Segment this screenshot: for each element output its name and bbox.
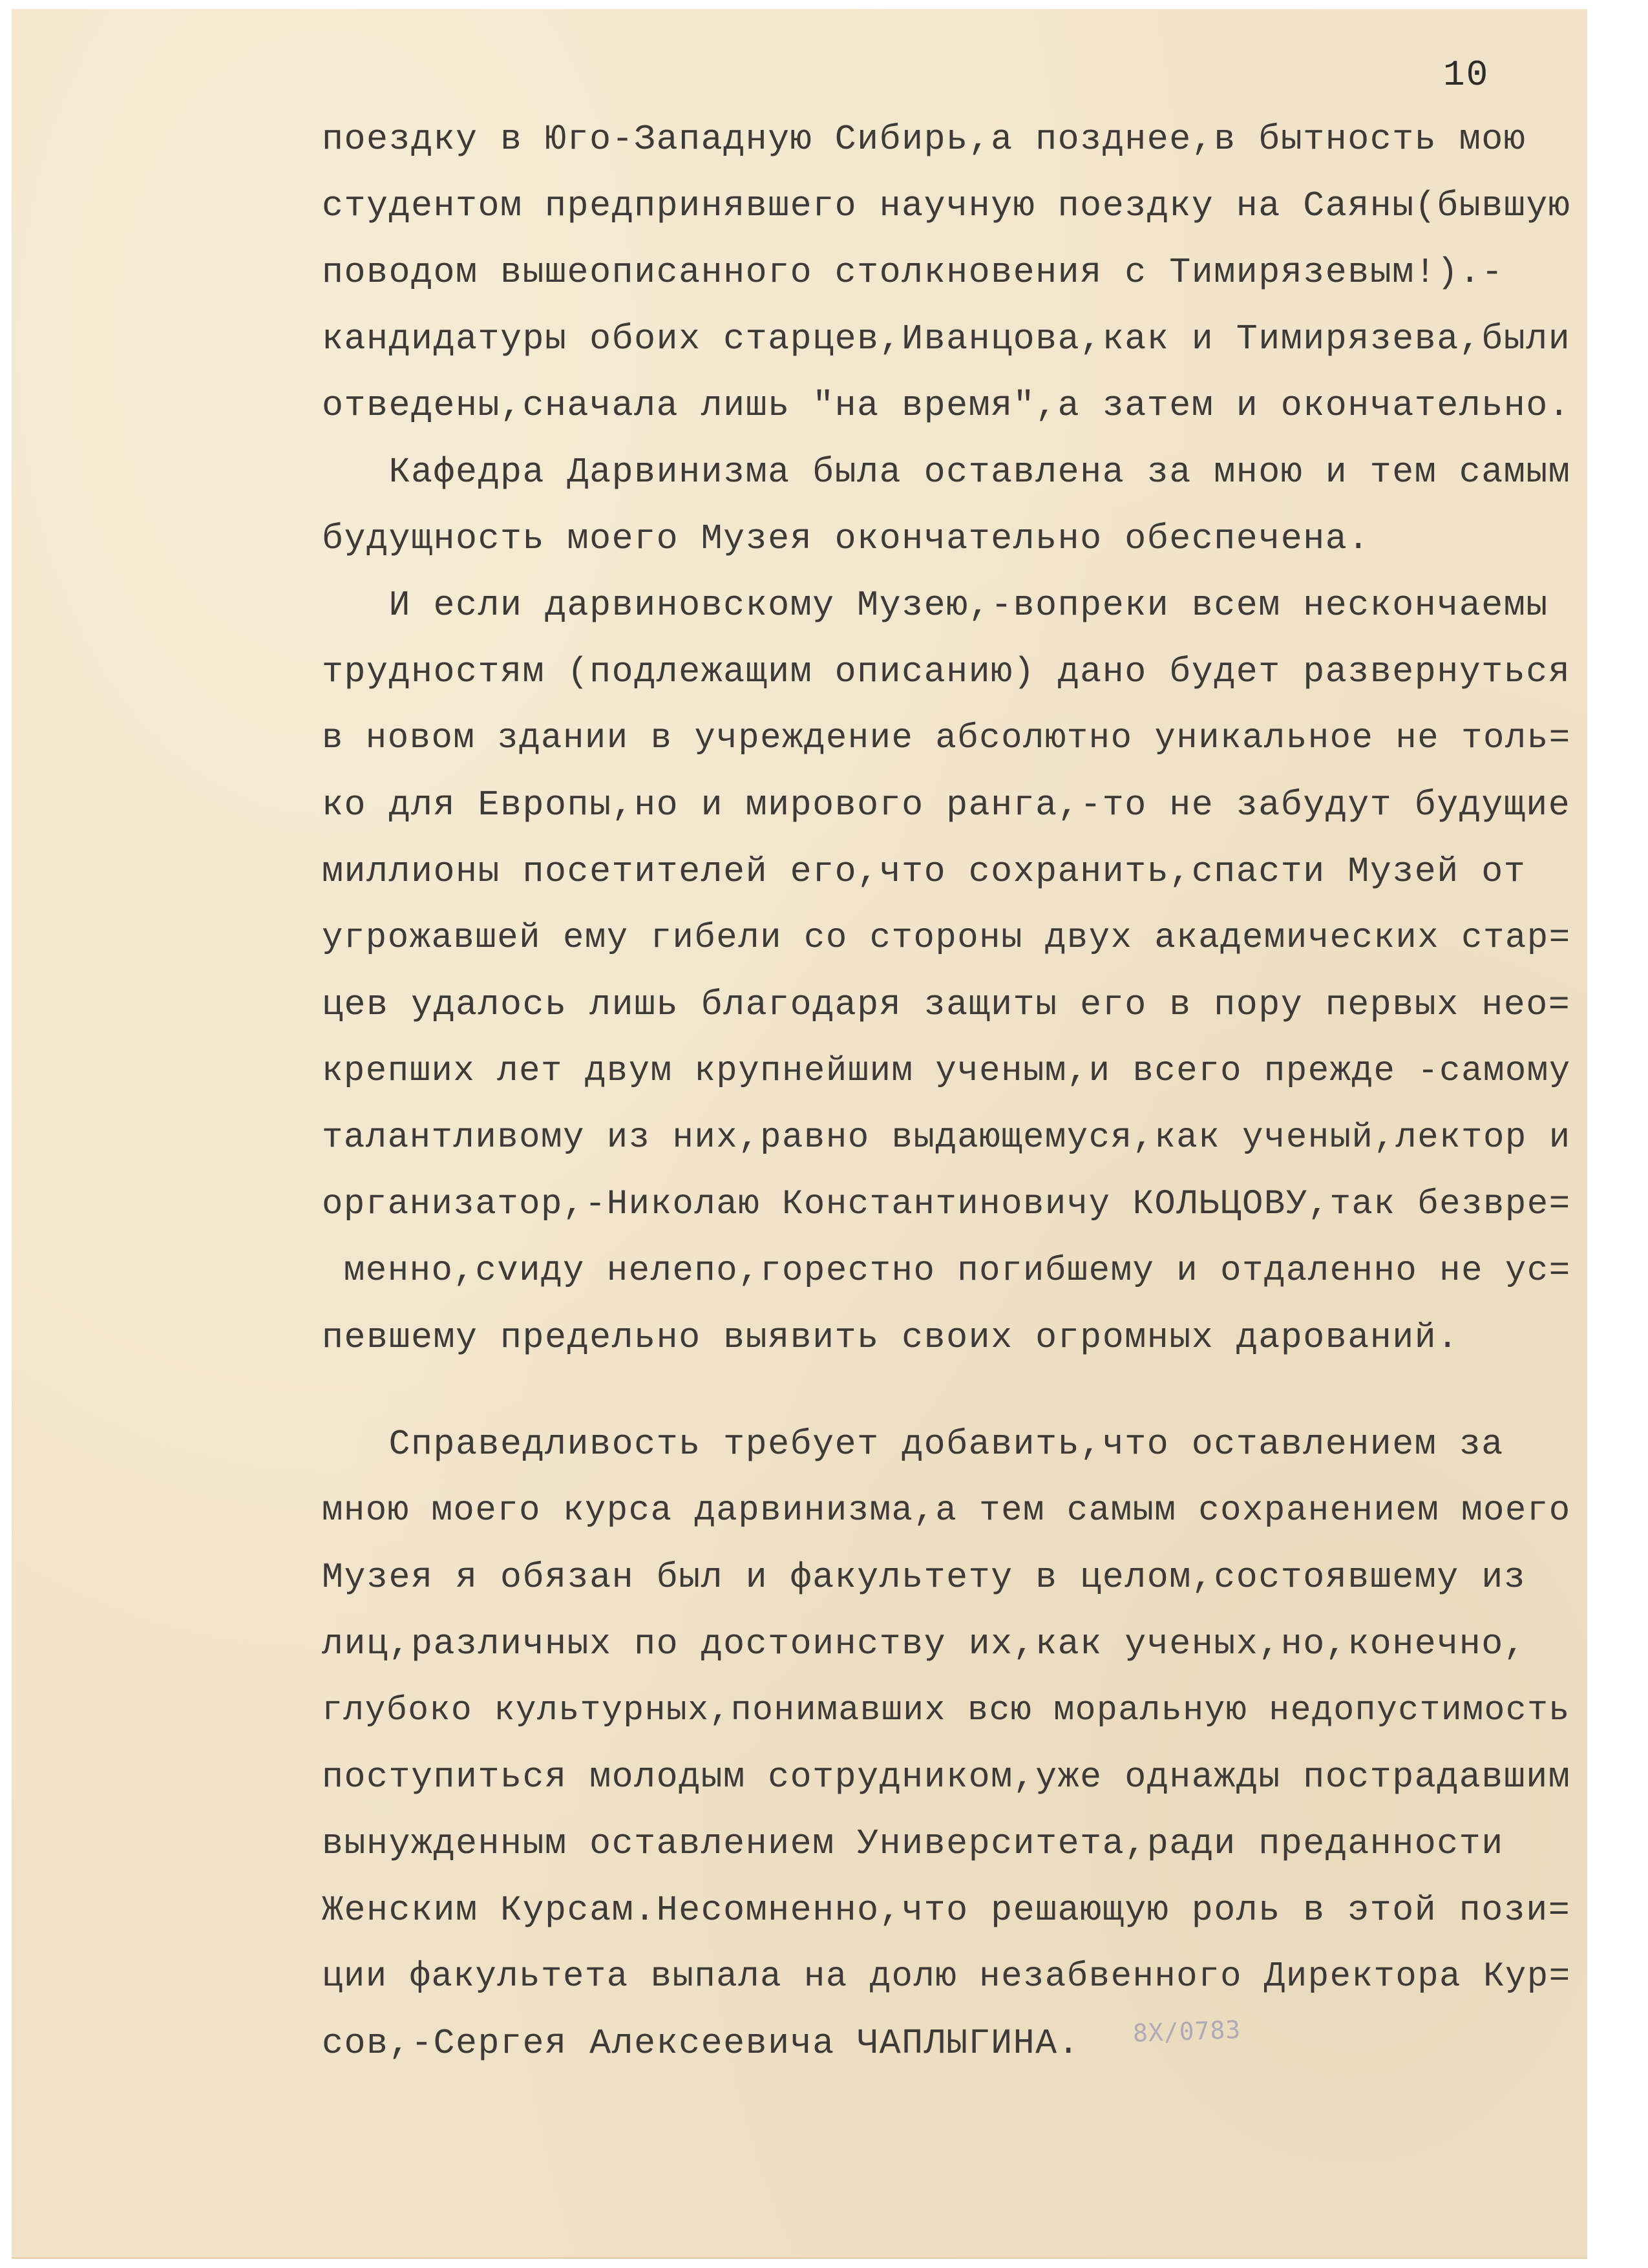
text-line: Музея я обязан был и факультету в целом,состоявшему из xyxy=(322,1557,1527,1598)
text-line: цев удалось лишь благодаря защиты его в пору первых нео= xyxy=(322,984,1571,1025)
text-line: Женским Курсам.Несомненно,что решающую роль в этой пози= xyxy=(322,1890,1571,1931)
text-line: трудностям (подлежащим описанию) дано будет развернуться xyxy=(322,652,1571,692)
text-line: миллионы посетителей его,что сохранить,спасти Музей от xyxy=(322,851,1527,892)
text-line: И если дарвиновскому Музею,-вопреки всем нескончаемы xyxy=(322,585,1548,626)
text-line: студентом предпринявшего научную поездку на Саяны(бывшую xyxy=(322,185,1571,226)
text-line: в новом здании в учреждение абсолютно уникальное не толь= xyxy=(322,719,1571,758)
text-line: угрожавшей ему гибели со стороны двух академических стар= xyxy=(322,918,1571,958)
text-line: мною моего курса дарвинизма,а тем самым сохранением моего xyxy=(322,1491,1571,1531)
typewritten-text xyxy=(322,106,1589,2077)
text-line: крепших лет двум крупнейшим ученым,и всего прежде -самому xyxy=(322,1052,1571,1091)
text-line: глубоко культурных,понимавших всю моральную недопустимость xyxy=(322,1691,1570,1730)
text-line: менно,сvиду нелепо,горестно погибшему и отдаленно не ус= xyxy=(322,1251,1571,1291)
text-line: Кафедра Дарвинизма была оставлена за мною и тем самым xyxy=(322,452,1571,493)
text-line: поступиться молодым сотрудником,уже однажды пострадавшим xyxy=(322,1757,1571,1797)
text-line: вынужденным оставлением Университета,ради преданности xyxy=(322,1823,1504,1864)
paragraph xyxy=(322,439,1589,572)
text-line: сов,-Сергея Алексеевича ЧАПЛЫГИНА. xyxy=(322,2023,1081,2064)
text-line: ко для Европы,но и мирового ранга,-то не забудут будущие xyxy=(322,785,1571,825)
text-line: организатор,-Николаю Константиновичу КОЛЬЦОВУ,так безвре= xyxy=(322,1185,1571,1224)
paper-sheet xyxy=(12,9,1589,2259)
text-line: поездку в Юго-Западную Сибирь,а позднее,в бытность мою xyxy=(322,119,1527,160)
text-line: кандидатуры обоих старцев,Иванцова,как и Тимирязева,были xyxy=(322,319,1571,359)
paragraph-gap xyxy=(322,1371,1589,1411)
paragraph xyxy=(322,572,1589,1371)
paragraph xyxy=(322,106,1589,439)
page-number: 10 xyxy=(1443,54,1490,96)
text-line: будущность моего Музея окончательно обеспечена. xyxy=(322,518,1370,559)
text-line: поводом вышеописанного столкновения с Тимирязевым!).- xyxy=(322,252,1504,293)
paragraph xyxy=(322,1411,1589,2077)
archive-stamp: 8Х/0783 xyxy=(1132,2015,1241,2048)
text-line: лиц,различных по достоинству их,как ученых,но,конечно, xyxy=(322,1624,1527,1664)
text-line: певшему предельно выявить своих огромных дарований. xyxy=(322,1317,1459,1358)
text-line: отведены,сначала лишь "на время",а затем и окончательно. xyxy=(322,385,1571,426)
text-line: ции факультета выпала на долю незабвенного Директора Кур= xyxy=(322,1957,1571,1997)
scan-margin xyxy=(1587,0,1648,2268)
text-line: Справедливость требует добавить,что оставлением за xyxy=(322,1424,1504,1465)
text-line: талантливому из них,равно выдающемуся,как ученый,лектор и xyxy=(322,1118,1571,1158)
